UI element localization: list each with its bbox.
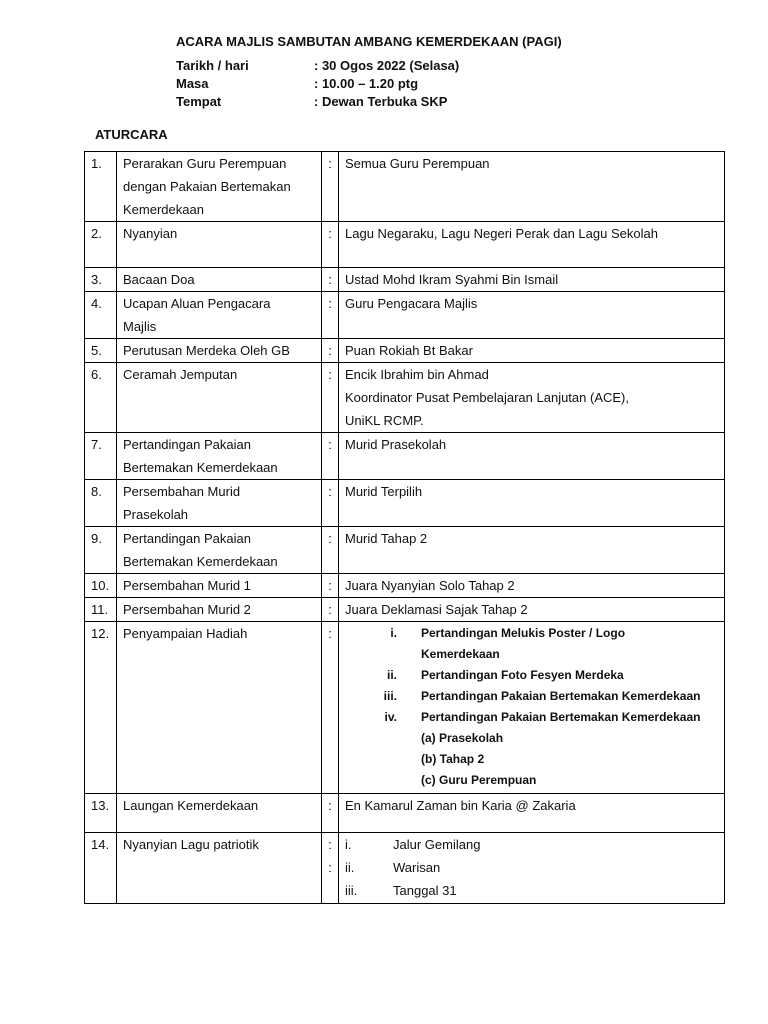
agenda-detail — [339, 480, 725, 527]
table-row — [85, 339, 725, 363]
item-line: Prasekolah — [123, 507, 189, 522]
row-number: 9. — [85, 527, 117, 574]
info-time — [176, 75, 459, 93]
item-line: Bacaan Doa — [123, 272, 195, 287]
separator-mark: : — [328, 837, 332, 852]
prize-text: (c) Guru Perempuan — [421, 773, 537, 787]
table-row — [85, 598, 725, 622]
song-list — [339, 833, 725, 904]
agenda-detail — [339, 268, 725, 292]
separator: : — [322, 598, 339, 622]
prize-item — [345, 749, 718, 770]
agenda-item — [117, 152, 322, 222]
agenda-item — [117, 574, 322, 598]
row-number: 4. — [85, 292, 117, 339]
document-title: ACARA MAJLIS SAMBUTAN AMBANG KEMERDEKAAN (PAGI) — [176, 34, 562, 49]
separator: : — [322, 622, 339, 794]
item-line: Pertandingan Pakaian — [123, 437, 251, 452]
item-line: Ucapan Aluan Pengacara — [123, 296, 271, 311]
prize-text: Kemerdekaan — [421, 647, 500, 661]
prize-list-cell — [339, 622, 725, 794]
table-row — [85, 574, 725, 598]
table-row — [85, 622, 725, 794]
table-row — [85, 433, 725, 480]
prize-item — [345, 644, 718, 665]
agenda-detail — [339, 433, 725, 480]
item-line: Nyanyian — [123, 226, 178, 241]
table-row — [85, 527, 725, 574]
item-line: Persembahan Murid — [123, 484, 241, 499]
table-row — [85, 363, 725, 433]
row-number: 14. — [85, 833, 117, 904]
agenda-item — [117, 339, 322, 363]
prize-item — [345, 707, 718, 728]
song-item — [345, 856, 718, 879]
item-line: Ceramah Jemputan — [123, 367, 238, 382]
separator: : — [322, 292, 339, 339]
detail-line: Juara Nyanyian Solo Tahap 2 — [345, 578, 515, 593]
prize-numeral: i. — [390, 626, 397, 640]
row-number: 12. — [85, 622, 117, 794]
item-line: dengan Pakaian Bertemakan — [123, 179, 291, 194]
detail-line: Lagu Negaraku, Lagu Negeri Perak dan Lagu Sekolah — [345, 226, 658, 241]
info-label: Tempat — [176, 94, 222, 109]
prize-numeral: iii. — [383, 689, 397, 703]
event-info — [176, 57, 459, 111]
agenda-item: Laungan Kemerdekaan — [117, 794, 322, 833]
agenda-detail — [339, 152, 725, 222]
separator-mark: : — [328, 860, 332, 875]
agenda-item — [117, 268, 322, 292]
table-row — [85, 292, 725, 339]
prize-text: (a) Prasekolah — [421, 731, 504, 745]
separator: : — [322, 268, 339, 292]
prize-item — [345, 770, 718, 791]
agenda-detail — [339, 292, 725, 339]
agenda-item — [117, 480, 322, 527]
agenda-item — [117, 598, 322, 622]
prize-text: Pertandingan Pakaian Bertemakan Kemerdekaan — [421, 710, 701, 724]
info-value: : Dewan Terbuka SKP — [314, 94, 448, 109]
item-line: Persembahan Murid 1 — [123, 578, 251, 593]
prize-text: Pertandingan Foto Fesyen Merdeka — [421, 668, 624, 682]
prize-item — [345, 623, 718, 644]
agenda-item — [117, 527, 322, 574]
song-title: Tanggal 31 — [393, 883, 457, 898]
detail-line: Juara Deklamasi Sajak Tahap 2 — [345, 602, 528, 617]
table-row — [85, 222, 725, 268]
item-line: Pertandingan Pakaian — [123, 531, 251, 546]
detail-line: Murid Tahap 2 — [345, 531, 428, 546]
prize-text: Pertandingan Pakaian Bertemakan Kemerdekaan — [421, 689, 701, 703]
detail-line: Semua Guru Perempuan — [345, 156, 490, 171]
section-title: ATURCARA — [95, 127, 168, 142]
prize-item — [345, 665, 718, 686]
detail-line: Murid Terpilih — [345, 484, 423, 499]
table-row — [85, 833, 725, 904]
agenda-item — [117, 292, 322, 339]
agenda-detail — [339, 222, 725, 268]
agenda-detail — [339, 339, 725, 363]
separator: : — [322, 339, 339, 363]
detail-line: UniKL RCMP. — [345, 413, 424, 428]
agenda-item — [117, 363, 322, 433]
separator: : — [322, 363, 339, 433]
agenda-detail — [339, 598, 725, 622]
song-title: Warisan — [393, 860, 441, 875]
separator: : — [322, 222, 339, 268]
song-numeral: iii. — [345, 883, 358, 898]
info-date — [176, 57, 459, 75]
row-number: 5. — [85, 339, 117, 363]
info-label: Masa — [176, 76, 209, 91]
table-row — [85, 480, 725, 527]
song-numeral: i. — [345, 837, 352, 852]
song-numeral: ii. — [345, 860, 355, 875]
song-item — [345, 833, 718, 856]
info-venue — [176, 93, 459, 111]
item-line: Majlis — [123, 319, 157, 334]
item-line: Bertemakan Kemerdekaan — [123, 554, 278, 569]
row-number: 13. — [85, 794, 117, 833]
agenda-detail: En Kamarul Zaman bin Karia @ Zakaria — [339, 794, 725, 833]
prize-item — [345, 728, 718, 749]
item-line: Perarakan Guru Perempuan — [123, 156, 287, 171]
agenda-item: Penyampaian Hadiah — [117, 622, 322, 794]
row-number: 7. — [85, 433, 117, 480]
row-number: 8. — [85, 480, 117, 527]
info-label: Tarikh / hari — [176, 58, 249, 73]
table-row — [85, 268, 725, 292]
separator: : — [322, 433, 339, 480]
item-line: Persembahan Murid 2 — [123, 602, 251, 617]
prize-list — [345, 623, 718, 791]
row-number: 2. — [85, 222, 117, 268]
separator: : — [322, 480, 339, 527]
separator: : — [322, 794, 339, 833]
separator: : — [322, 527, 339, 574]
agenda-table — [84, 151, 725, 904]
row-number: 6. — [85, 363, 117, 433]
prize-numeral: ii. — [386, 668, 397, 682]
agenda-detail — [339, 527, 725, 574]
item-line: Perutusan Merdeka Oleh GB — [123, 343, 290, 358]
song-title: Jalur Gemilang — [393, 837, 481, 852]
prize-text: Pertandingan Melukis Poster / Logo — [421, 626, 626, 640]
agenda-item — [117, 222, 322, 268]
separator: : — [322, 152, 339, 222]
prize-numeral: iv. — [384, 710, 397, 724]
separator — [322, 833, 339, 904]
row-number: 10. — [85, 574, 117, 598]
song-item — [345, 879, 718, 902]
detail-line: Guru Pengacara Majlis — [345, 296, 478, 311]
row-number: 11. — [85, 598, 117, 622]
info-value: : 30 Ogos 2022 (Selasa) — [314, 58, 460, 73]
row-number: 1. — [85, 152, 117, 222]
item-line: Kemerdekaan — [123, 202, 204, 217]
table-row — [85, 152, 725, 222]
agenda-item: Nyanyian Lagu patriotik — [117, 833, 322, 904]
agenda-item — [117, 433, 322, 480]
detail-line: Ustad Mohd Ikram Syahmi Bin Ismail — [345, 272, 559, 287]
separator: : — [322, 574, 339, 598]
info-value: : 10.00 – 1.20 ptg — [314, 76, 419, 91]
detail-line: Koordinator Pusat Pembelajaran Lanjutan (ACE), — [345, 390, 629, 405]
prize-text: (b) Tahap 2 — [421, 752, 485, 766]
table-row — [85, 794, 725, 833]
detail-line: Puan Rokiah Bt Bakar — [345, 343, 473, 358]
detail-line: Encik Ibrahim bin Ahmad — [345, 367, 489, 382]
detail-line: Murid Prasekolah — [345, 437, 447, 452]
prize-item — [345, 686, 718, 707]
row-number: 3. — [85, 268, 117, 292]
agenda-detail — [339, 363, 725, 433]
item-line: Bertemakan Kemerdekaan — [123, 460, 278, 475]
agenda-detail — [339, 574, 725, 598]
